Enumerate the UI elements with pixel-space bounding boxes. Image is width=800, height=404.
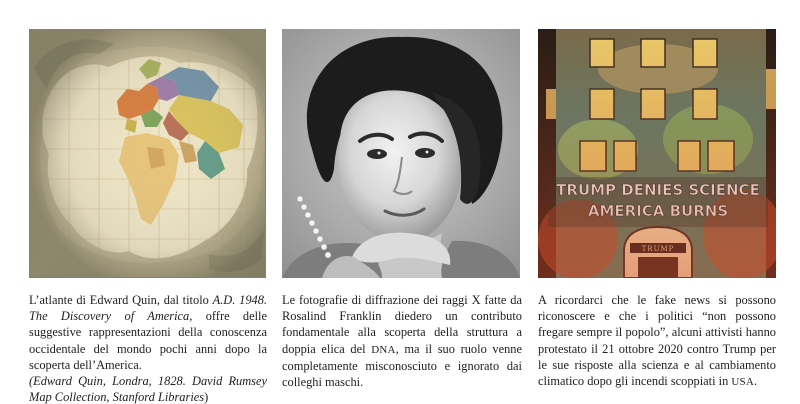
- caption-source-close: ): [204, 390, 209, 404]
- atlas-map-image: [29, 29, 266, 278]
- caption-text: .: [754, 374, 758, 389]
- caption-text: , ma il suo ruolo venne completamente misconosciuto e ignorato dai colleghi maschi.: [282, 341, 523, 390]
- caption-text: A ricordarci che le fake news si possono riconoscere e che i politici “non possono fregare sempre il popolo”, alcuni attivisti hanno protestato il 21 ottobre 2020 contro Trump per le sue risposte alla scienza e al cambiamento climatico dopo gli incendi scoppiati in: [538, 293, 776, 389]
- caption-text: Le fotografie di diffrazione dei raggi X fatte da Rosalind Franklin diedero un contributo fondamentale alla scoperta della struttura a doppia elica del: [282, 293, 522, 356]
- caption-source: [29, 373, 267, 404]
- projection-protest-image: [538, 29, 776, 278]
- caption-text: , offre delle suggestive rappresentazioni della conoscenza occidentale del mondo pochi anni dopo la scoperta dell’America.: [29, 309, 267, 372]
- portrait-photo-image: [282, 29, 520, 278]
- caption-text: L’atlante di Edward Quin, dal titolo: [29, 293, 213, 307]
- caption-source-text: (Edward Quin, Londra, 1828. David Rumsey Map Collection, Stanford Libraries: [29, 374, 267, 404]
- caption-title: A.D. 1948. The Discovery of America: [29, 293, 267, 324]
- caption-atlas: [29, 292, 267, 404]
- caption-protest: [538, 292, 776, 390]
- caption-portrait: [282, 292, 522, 390]
- caption-abbr: DNA: [371, 343, 396, 356]
- caption-abbr: USA: [731, 376, 755, 389]
